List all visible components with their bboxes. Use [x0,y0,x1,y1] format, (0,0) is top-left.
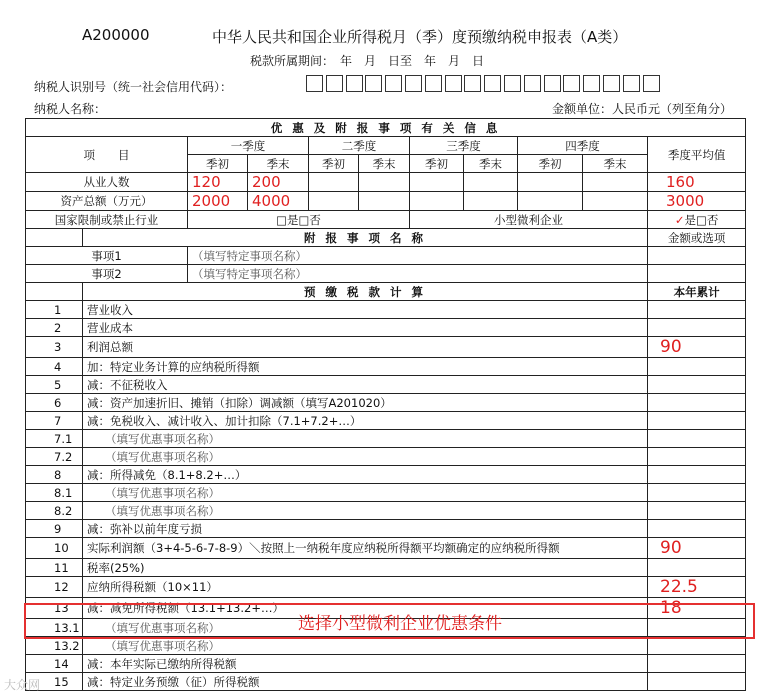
calc-row-label: 利润总额 [83,337,648,358]
calc-row-number: 7 [26,412,83,430]
attached-row [26,247,746,265]
attached-item-1-name[interactable]: （填写特定事项名称） [188,247,648,265]
q2-start-header: 季初 [309,155,359,173]
calc-row-number: 8 [26,466,83,484]
calc-row-number: 13 [26,598,83,619]
employees-q3-start[interactable] [410,173,464,192]
assets-q4-end[interactable] [583,192,648,211]
tax-period: 税款所属期间： 年 月 日至 年 月 日 [250,54,485,68]
calc-row-label: 减：减免所得税额（13.1+13.2+…） [83,598,648,619]
calc-row-value[interactable] [648,655,746,673]
id-digit-box[interactable] [544,75,561,92]
q1-end-header: 季末 [248,155,309,173]
form-title: 中华人民共和国企业所得税月（季）度预缴纳税申报表（A类） [212,28,628,46]
restricted-industry-options[interactable] [188,211,410,229]
calc-row [26,394,746,412]
calc-row [26,559,746,577]
calc-row-label: 减：弥补以前年度亏损 [83,520,648,538]
calc-row-number: 14 [26,655,83,673]
assets-row [26,192,746,211]
calc-row-number: 7.2 [26,448,83,466]
calc-row-value[interactable] [648,448,746,466]
calc-row-number: 15 [26,673,83,691]
restricted-industry-checkboxes[interactable]: □是□否 [276,212,321,227]
calc-row-label: 减：不征税收入 [83,376,648,394]
assets-average[interactable]: 3000 [648,192,746,211]
assets-q4-start[interactable] [518,192,583,211]
employees-q2-start[interactable] [309,173,359,192]
calc-row-value[interactable]: 22.5 [648,577,746,598]
small-enterprise-options[interactable] [648,211,746,229]
calc-row [26,358,746,376]
quarter-2-header: 二季度 [309,137,410,155]
calc-row-label: 减：本年实际已缴纳所得税额 [83,655,648,673]
year-total-header: 本年累计 [648,283,746,301]
calc-row-label[interactable]: （填写优惠事项名称） [83,448,648,466]
calc-row-number: 11 [26,559,83,577]
attached-item-1-value[interactable] [648,247,746,265]
calc-row-label: 减：特定业务预缴（征）所得税额 [83,673,648,691]
calc-row [26,412,746,430]
calc-row-label: 减：资产加速折旧、摊销（扣除）调减额（填写A201020） [83,394,648,412]
calc-row-value[interactable] [648,502,746,520]
calc-row-value[interactable] [648,319,746,337]
id-digit-box[interactable] [405,75,422,92]
calc-row-label[interactable]: （填写优惠事项名称） [83,430,648,448]
calc-section-title: 预 缴 税 款 计 算 [83,283,648,301]
calc-row-value[interactable] [648,394,746,412]
attached-row [26,265,746,283]
annotation-note: 选择小型微利企业优惠条件 [298,614,502,634]
calc-row-number: 9 [26,520,83,538]
calc-row-label: 减：免税收入、减计收入、加计扣除（7.1+7.2+…） [83,412,648,430]
assets-q3-start[interactable] [410,192,464,211]
calc-row [26,337,746,358]
employees-q4-start[interactable] [518,173,583,192]
calc-row-value[interactable] [648,637,746,655]
amount-unit: 金额单位：人民币元（列至角分） [552,102,733,116]
calc-row-value[interactable]: 90 [648,337,746,358]
attached-spacer [26,229,83,247]
id-digit-box[interactable] [425,75,442,92]
calc-row [26,376,746,394]
id-digit-box[interactable] [346,75,363,92]
calc-row-value[interactable] [648,466,746,484]
calc-row-value[interactable] [648,484,746,502]
calc-row-number: 10 [26,538,83,559]
calc-row-number: 8.1 [26,484,83,502]
calc-row [26,448,746,466]
id-digit-box[interactable] [484,75,501,92]
calc-row [26,319,746,337]
id-digit-box[interactable] [623,75,640,92]
employees-q3-end[interactable] [464,173,518,192]
amount-or-option-header: 金额或选项 [648,229,746,247]
q3-start-header: 季初 [410,155,464,173]
calc-row [26,430,746,448]
attached-item-2-name[interactable]: （填写特定事项名称） [188,265,648,283]
id-digit-box[interactable] [326,75,343,92]
calc-row-value[interactable] [648,673,746,691]
calc-row-number: 12 [26,577,83,598]
calc-row-value[interactable] [648,376,746,394]
attached-section-title: 附 报 事 项 名 称 [83,229,648,247]
q1-start-header: 季初 [188,155,248,173]
calc-row-label: 实际利润额（3+4-5-6-7-8-9）＼按照上一纳税年度应纳税所得额平均额确定的应纳税所得额 [83,538,648,559]
id-digit-box[interactable] [445,75,462,92]
assets-q1-start[interactable]: 2000 [188,192,248,211]
calc-row-value[interactable]: 18 [648,598,746,619]
employees-label: 从业人数 [26,173,188,192]
assets-q1-end[interactable]: 4000 [248,192,309,211]
q4-end-header: 季末 [583,155,648,173]
calc-row-label: 税率(25%) [83,559,648,577]
id-digit-box[interactable] [643,75,660,92]
item-header: 项 目 [26,137,188,173]
calc-row-value[interactable] [648,559,746,577]
attached-item-2-label: 事项2 [26,265,188,283]
calc-row-number: 13.1 [26,619,83,637]
calc-row-label[interactable]: （填写优惠事项名称） [83,502,648,520]
calc-row-number: 3 [26,337,83,358]
calc-row-label[interactable]: （填写优惠事项名称） [83,619,648,637]
checkmark-icon: ✓ [674,212,685,227]
calc-row [26,484,746,502]
assets-q3-end[interactable] [464,192,518,211]
calc-row-number: 7.1 [26,430,83,448]
restricted-industry-label: 国家限制或禁止行业 [26,211,188,229]
calc-row [26,577,746,598]
calc-row [26,520,746,538]
q3-end-header: 季末 [464,155,518,173]
calc-row-value[interactable] [648,358,746,376]
quarter-3-header: 三季度 [410,137,518,155]
calc-row-label[interactable]: （填写优惠事项名称） [83,484,648,502]
calc-row-number: 4 [26,358,83,376]
id-digit-box[interactable] [385,75,402,92]
assets-q2-start[interactable] [309,192,359,211]
calc-row [26,301,746,319]
calc-row-value[interactable] [648,520,746,538]
calc-row-number: 13.2 [26,637,83,655]
q4-start-header: 季初 [518,155,583,173]
calc-row-label: 加：特定业务计算的应纳税所得额 [83,358,648,376]
taxpayer-name-label: 纳税人名称： [34,102,107,116]
calc-row [26,655,746,673]
employees-q1-end[interactable]: 200 [248,173,309,192]
calc-row-number: 8.2 [26,502,83,520]
calc-row [26,673,746,691]
calc-row-label: 减：所得减免（8.1+8.2+…） [83,466,648,484]
calc-row-label[interactable]: （填写优惠事项名称） [83,637,648,655]
q2-end-header: 季末 [359,155,410,173]
employees-q4-end[interactable] [583,173,648,192]
taxpayer-id-label: 纳税人识别号（统一社会信用代码）： [34,80,233,94]
id-digit-box[interactable] [464,75,481,92]
calc-spacer [26,283,83,301]
id-digit-box[interactable] [306,75,323,92]
id-digit-box[interactable] [603,75,620,92]
calc-row-value[interactable] [648,430,746,448]
employees-row [26,173,746,192]
assets-label: 资产总额（万元） [26,192,188,211]
quarter-4-header: 四季度 [518,137,648,155]
calc-row [26,637,746,655]
calc-row-value[interactable] [648,412,746,430]
calc-row-label: 营业收入 [83,301,648,319]
id-digit-box[interactable] [524,75,541,92]
id-digit-box[interactable] [583,75,600,92]
calc-row-label: 应纳所得税额（10×11） [83,577,648,598]
attached-item-2-value[interactable] [648,265,746,283]
watermark: 大众网 [4,678,41,692]
preferential-section-title: 优 惠 及 附 报 事 项 有 关 信 息 [26,119,746,137]
calc-row-value[interactable] [648,301,746,319]
calc-row-number: 2 [26,319,83,337]
id-digit-box[interactable] [563,75,580,92]
calc-row [26,502,746,520]
calc-row [26,538,746,559]
small-enterprise-label: 小型微利企业 [410,211,648,229]
assets-q2-end[interactable] [359,192,410,211]
id-digit-box[interactable] [504,75,521,92]
average-header: 季度平均值 [648,137,746,173]
attached-item-1-label: 事项1 [26,247,188,265]
employees-q2-end[interactable] [359,173,410,192]
small-enterprise-checkboxes[interactable]: 是□否 [684,212,719,227]
calc-row [26,466,746,484]
quarter-1-header: 一季度 [188,137,309,155]
calc-row-label: 营业成本 [83,319,648,337]
id-digit-box[interactable] [365,75,382,92]
employees-q1-start[interactable]: 120 [188,173,248,192]
form-code: A200000 [82,26,150,44]
calc-row-value[interactable]: 90 [648,538,746,559]
calc-row-number: 1 [26,301,83,319]
calc-row-number: 5 [26,376,83,394]
calc-row-number: 6 [26,394,83,412]
employees-average[interactable]: 160 [648,173,746,192]
